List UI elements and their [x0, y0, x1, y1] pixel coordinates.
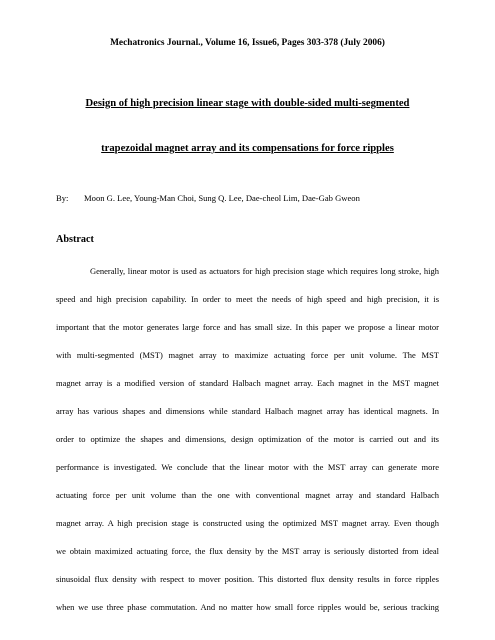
abstract-line: with multi-segmented (MST) magnet array to maximize actuating force per unit volume. The MST: [56, 350, 439, 360]
abstract-line: magnet array. A high precision stage is constructed using the optimized MST magnet array. Even though: [56, 518, 439, 528]
abstract-line: magnet array is a modified version of standard Halbach magnet array. Each magnet in the MST magnet: [56, 378, 439, 388]
author-list: [56, 193, 360, 203]
author-names: Moon G. Lee, Young-Man Choi, Sung Q. Lee, Dae-cheol Lim, Dae-Gab Gweon: [84, 193, 360, 203]
abstract-heading: Abstract: [56, 234, 94, 245]
abstract-line: when we use three phase commutation. And no matter how small force ripples would be, serious tracking: [56, 602, 439, 612]
paper-title-line-1: Design of high precision linear stage with double-sided multi-segmented: [85, 98, 410, 109]
abstract-line: important that the motor generates large force and has small size. In this paper we propose a linear motor: [56, 322, 439, 332]
abstract-line: sinusoidal flux density with respect to mover position. This distorted flux density results in force ripples: [56, 574, 439, 584]
abstract-line: order to optimize the shapes and dimensions, design optimization of the motor is carried out and its: [56, 434, 439, 444]
abstract-line: array has various shapes and dimensions while standard Halbach magnet array has identical magnets. In: [56, 406, 439, 416]
authors-label: By:: [56, 193, 69, 203]
abstract-line: Generally, linear motor is used as actuators for high precision stage which requires long stroke, high: [90, 266, 439, 276]
journal-citation: Mechatronics Journal., Volume 16, Issue6, Pages 303-378 (July 2006): [110, 38, 385, 48]
abstract-line: we obtain maximized actuating force, the flux density by the MST array is seriously distorted from ideal: [56, 546, 439, 556]
abstract-line: performance is investigated. We conclude that the linear motor with the MST array can generate more: [56, 462, 439, 472]
abstract-line: actuating force per unit volume than the one with conventional magnet array and standard Halbach: [56, 490, 439, 500]
paper-title-line-2: trapezoidal magnet array and its compensations for force ripples: [101, 143, 394, 154]
abstract-line: speed and high precision capability. In order to meet the needs of high speed and high precision, it is: [56, 294, 439, 304]
